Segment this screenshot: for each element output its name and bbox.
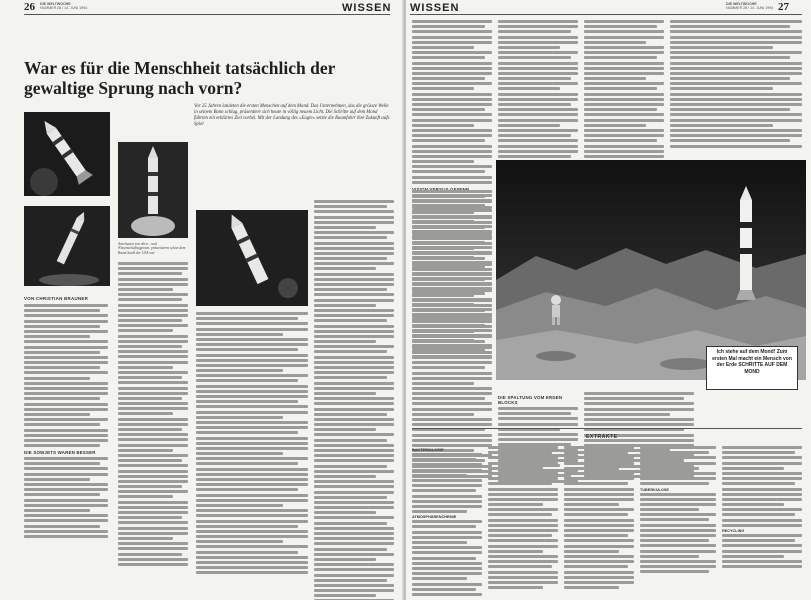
left-page-header	[24, 2, 394, 14]
subhead-3: DIE SPALTUNG VOM ERDEN BLOCKS	[498, 395, 563, 405]
section-label-right: WISSEN	[410, 2, 460, 14]
text-column-2	[118, 262, 188, 568]
text-column-4	[314, 200, 394, 600]
paper-name-right: DIE WELTWOCHE	[726, 2, 757, 6]
callout-box-large: Ich stehe auf dem Mond! Zum ersten Mal macht ein Mensch von der Erde SCHRITTE AUF DEM MOND	[706, 346, 798, 390]
subhead-1: DIE SOWJETS WAREN BESSER	[24, 450, 96, 456]
info-column-3	[564, 446, 634, 591]
info-column-2	[488, 446, 558, 591]
page-number: 26	[24, 1, 35, 13]
photo-caption: Anschauen von oben – und Wissenschaftsagenten, präsentieren schon dem Raum Sucht der USA war	[118, 242, 186, 255]
info-keyword-4: RECYCLING	[722, 529, 745, 533]
text-column-9	[412, 190, 492, 392]
info-keyword-3: TUBERKULOSE	[640, 487, 669, 492]
page-number-right: 27	[778, 1, 789, 13]
issue-date: NUMMER 28 / 14. JUNI 1994	[40, 6, 88, 10]
info-column-4	[640, 446, 716, 576]
issue-date-right: NUMMER 28 / 14. JUNI 1994	[726, 6, 774, 10]
left-page	[0, 0, 404, 600]
text-column-8	[670, 20, 802, 150]
info-column-5	[722, 446, 802, 570]
photo-launch	[118, 142, 188, 238]
text-column-1	[24, 304, 108, 540]
section-label: WISSEN	[342, 2, 392, 14]
text-column-7	[584, 20, 664, 181]
info-column-1	[412, 446, 482, 598]
article-intro: Vor 25 Jahren landeten die ersten Menschen auf dem Mond. Das Unternehmen, das die grösste Welle in seinem Bann schlug, präsentiert sich heute in völlig neuem Licht. Die Schritte auf dem Mond führten ein erklärtes Ziel vorbei. Mit der Landung des «Eagle» setzte die Raumfahrt ihre Zukunft aufs Spiel	[194, 104, 390, 127]
info-title: EXTRAKTE	[586, 434, 618, 440]
header-rule-right	[410, 14, 802, 15]
header-rule	[24, 14, 390, 15]
info-rule	[412, 428, 802, 429]
byline: VON CHRISTIAN BRAUNER	[24, 296, 89, 301]
article-headline: War es für die Menschheit tatsächlich der gewaltige Sprung nach vorn?	[24, 58, 336, 98]
right-page	[406, 0, 811, 600]
text-column-3	[196, 312, 308, 577]
photo-rocket-stage	[196, 210, 308, 306]
info-keyword-2: ATMOSPHÄRENCHEMIE	[412, 515, 457, 520]
paper-name: DIE WELTWOCHE	[40, 2, 71, 6]
info-keyword-1: BAKTERIOLOGIE	[412, 448, 444, 452]
right-page-header	[410, 2, 802, 14]
photo-saturn-rocket	[24, 112, 110, 196]
photo-rocket-descent	[24, 206, 110, 286]
